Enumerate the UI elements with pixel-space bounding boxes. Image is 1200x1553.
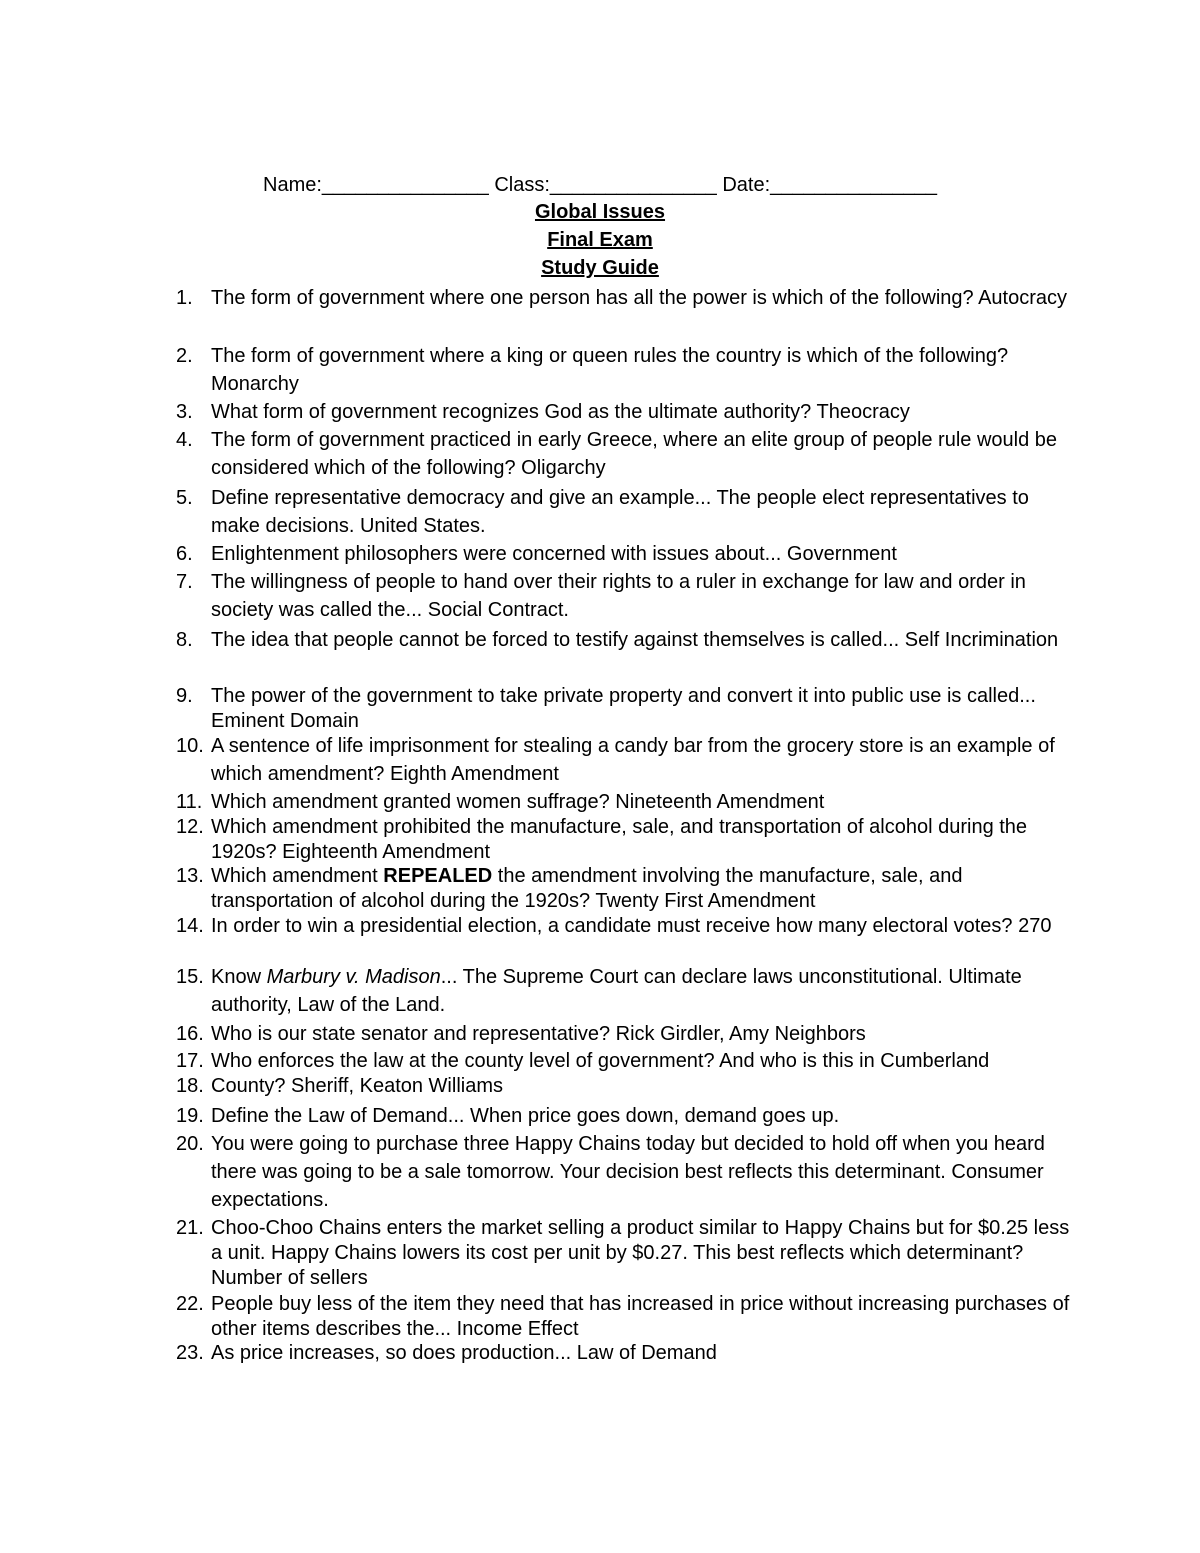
question-text-part: the amendment involving the manufacture, sale, and transportation of alcohol during the 1920s? Twenty First Amendment: [211, 865, 963, 912]
class-blank: _______________: [549, 174, 717, 196]
question-number: 17.: [176, 1050, 204, 1072]
question-number: 3.: [176, 401, 193, 423]
question-text: You were going to purchase three Happy Chains today but decided to hold off when you heard there was going to be a sale tomorrow. Your decision best reflects this determinant. Consumer expectations.: [211, 1133, 1045, 1211]
question-text-part: ... The Supreme Court can declare laws unconstitutional. Ultimate authority, Law of the Land.: [211, 966, 1022, 1016]
date-blank: _______________: [770, 174, 937, 196]
question-number: 21.: [176, 1217, 204, 1239]
header-fields: [0, 172, 1200, 198]
question-text: The idea that people cannot be forced to testify against themselves is called... Self Incrimination: [211, 629, 1059, 651]
question-number: 23.: [176, 1342, 204, 1364]
question-number: 14.: [176, 915, 204, 937]
question-text: People buy less of the item they need that has increased in price without increasing purchases of other items describes the... Income Effect: [211, 1293, 1070, 1340]
emphasis-repealed: REPEALED: [383, 865, 493, 887]
question-number: 7.: [176, 571, 193, 593]
question-text: Which amendment granted women suffrage? Nineteenth Amendment: [211, 791, 825, 813]
question-text: The form of government practiced in early Greece, where an elite group of people rule would be considered which of the following? Oligarchy: [211, 429, 1058, 479]
question-number: 6.: [176, 543, 193, 565]
question-number: 15.: [176, 966, 204, 988]
question-text-part: Know: [211, 966, 267, 988]
case-name-italic: Marbury v. Madison: [266, 966, 441, 988]
class-label: Class:: [494, 174, 550, 196]
question-text: As price increases, so does production... Law of Demand: [211, 1342, 717, 1364]
question-text: A sentence of life imprisonment for stealing a candy bar from the grocery store is an example of which amendment? Eighth Amendment: [211, 735, 1055, 785]
question-text: Which amendment prohibited the manufacture, sale, and transportation of alcohol during the 1920s? Eighteenth Amendment: [211, 816, 1028, 863]
question-number: 9.: [176, 685, 193, 707]
question-number: 12.: [176, 816, 204, 838]
question-number: 20.: [176, 1133, 204, 1155]
question-text: The form of government where one person has all the power is which of the following? Autocracy: [211, 287, 1068, 309]
name-label: Name:: [263, 174, 322, 196]
title-course: Global Issues: [534, 201, 666, 223]
question-text: [211, 963, 1071, 1019]
question-text-part: Which amendment: [211, 865, 384, 887]
name-blank: _______________: [321, 174, 489, 196]
question-text: The form of government where a king or queen rules the country is which of the following? Monarchy: [211, 345, 1009, 395]
question-number: 11.: [176, 791, 203, 813]
question-number: 1.: [176, 287, 193, 309]
question-text: What form of government recognizes God as the ultimate authority? Theocracy: [211, 401, 910, 423]
question-text: Define the Law of Demand... When price goes down, demand goes up.: [211, 1105, 840, 1127]
question-text: Define representative democracy and give an example... The people elect representatives to make decisions. United States.: [211, 487, 1029, 537]
question-text: Who enforces the law at the county level of government? And who is this in Cumberland: [211, 1050, 990, 1072]
title-exam: Final Exam: [547, 229, 653, 251]
question-number: 16.: [176, 1023, 204, 1045]
question-text: County? Sheriff, Keaton Williams: [211, 1075, 503, 1097]
question-text: Choo-Choo Chains enters the market selling a product similar to Happy Chains but for $0.25 less a unit. Happy Chains lowers its cost per unit by $0.27. This best reflects which determinant? Number of sellers: [211, 1217, 1070, 1289]
question-number: 4.: [176, 429, 193, 451]
question-number: 2.: [176, 345, 193, 367]
question-text: Enlightenment philosophers were concerned with issues about... Government: [211, 543, 897, 565]
date-label: Date:: [722, 174, 771, 196]
title-study-guide: Study Guide: [541, 257, 659, 279]
question-number: 10.: [176, 735, 204, 757]
question-number: 19.: [176, 1105, 204, 1127]
question-text: [211, 864, 1071, 914]
question-number: 8.: [176, 629, 193, 651]
question-number: 13.: [176, 865, 204, 887]
question-text: In order to win a presidential election, a candidate must receive how many electoral votes? 270: [211, 915, 1052, 937]
question-text: The power of the government to take private property and convert it into public use is called... Eminent Domain: [211, 685, 1036, 732]
question-number: 18.: [176, 1075, 204, 1097]
question-text: The willingness of people to hand over their rights to a ruler in exchange for law and order in society was called the... Social Contract.: [211, 571, 1026, 621]
question-number: 5.: [176, 487, 193, 509]
question-text: Who is our state senator and representative? Rick Girdler, Amy Neighbors: [211, 1023, 866, 1045]
question-number: 22.: [176, 1293, 204, 1315]
